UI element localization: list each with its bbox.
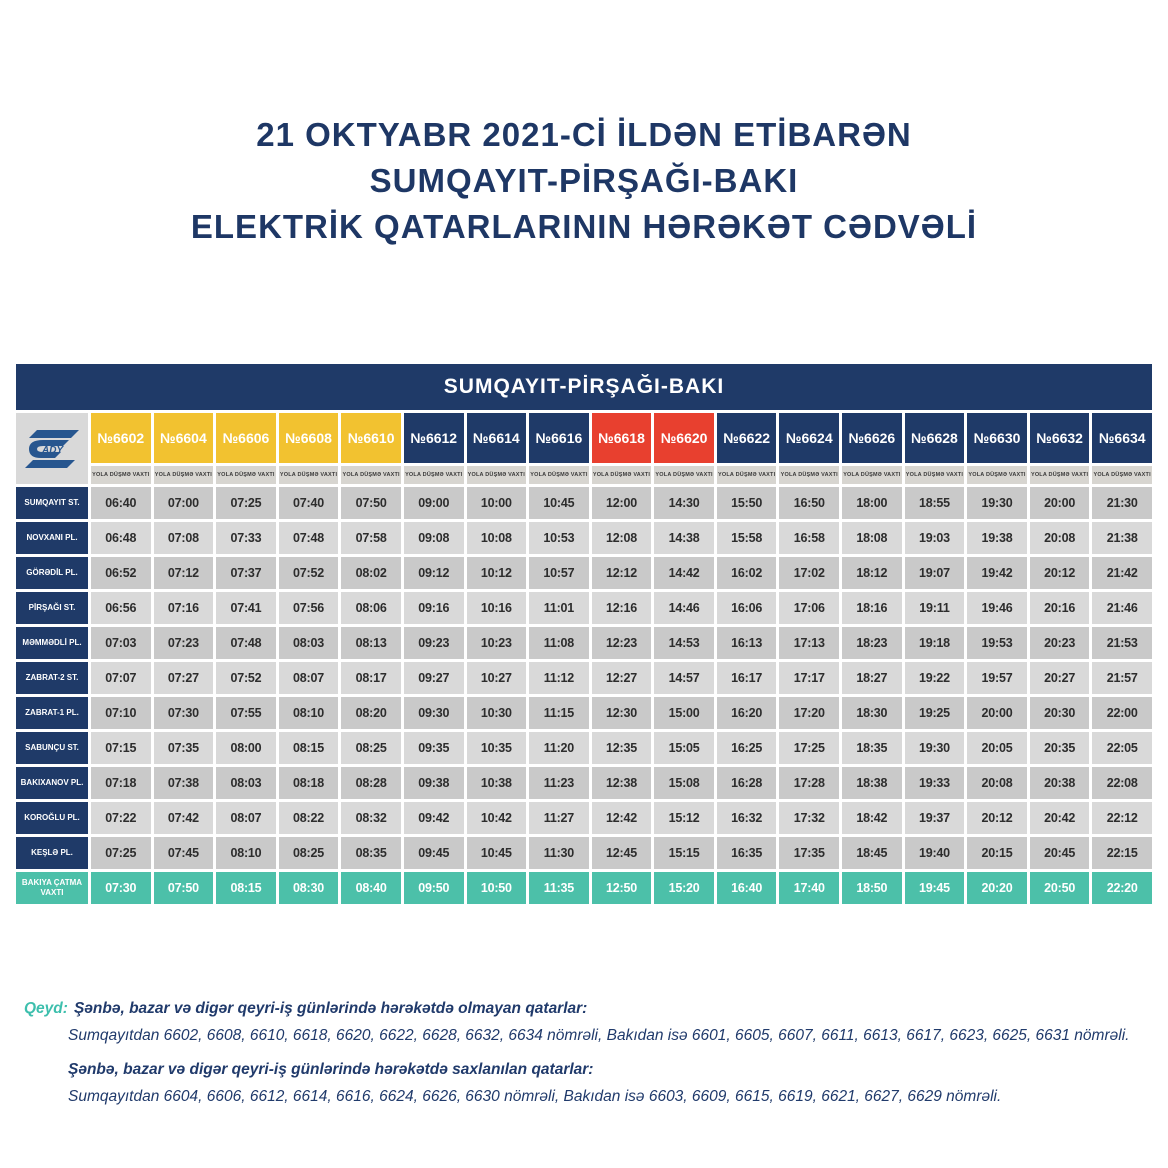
departure-time-cell: 07:42	[154, 802, 214, 834]
departure-time-cell: 10:23	[467, 627, 527, 659]
departure-time-cell: 07:52	[279, 557, 339, 589]
station-name-cell: SUMQAYIT ST.	[16, 487, 88, 519]
departure-time-cell: 14:53	[654, 627, 714, 659]
departure-time-cell: 16:25	[717, 732, 777, 764]
departure-time-cell: 20:15	[967, 837, 1027, 869]
station-name-cell: SABUNÇU ST.	[16, 732, 88, 764]
departure-time-cell: 16:17	[717, 662, 777, 694]
note-2-text: Sumqayıtdan 6604, 6606, 6612, 6614, 6616, 6624, 6626, 6630 nömrəli, Bakıdan isə 6603, 6609, 6615, 6619, 6621, 6627, 6629 nömrəli.	[68, 1088, 1002, 1105]
departure-time-cell: 09:08	[404, 522, 464, 554]
departure-time-cell: 11:20	[529, 732, 589, 764]
train-number-header-6606: №6606	[216, 413, 276, 463]
departure-time-cell: 17:32	[779, 802, 839, 834]
departure-time-cell: 08:17	[341, 662, 401, 694]
departure-time-cell: 07:58	[341, 522, 401, 554]
svg-text:ADY: ADY	[42, 444, 64, 456]
arrival-time-cell: 22:20	[1092, 872, 1152, 904]
arrival-time-cell: 19:45	[905, 872, 965, 904]
train-number-header-6618: №6618	[592, 413, 652, 463]
departure-time-cell: 10:08	[467, 522, 527, 554]
departure-time-cell: 07:41	[216, 592, 276, 624]
departure-time-cell: 18:12	[842, 557, 902, 589]
departure-time-cell: 11:23	[529, 767, 589, 799]
arrival-time-cell: 20:50	[1030, 872, 1090, 904]
departure-time-cell: 09:35	[404, 732, 464, 764]
departure-time-cell: 12:00	[592, 487, 652, 519]
departure-time-cell: 09:45	[404, 837, 464, 869]
departure-time-label: YOLA DÜŞMƏ VAXTI	[1030, 466, 1090, 484]
departure-time-cell: 19:33	[905, 767, 965, 799]
departure-time-cell: 10:53	[529, 522, 589, 554]
departure-time-cell: 08:20	[341, 697, 401, 729]
departure-time-cell: 08:03	[279, 627, 339, 659]
departure-time-cell: 07:10	[91, 697, 151, 729]
departure-time-cell: 21:57	[1092, 662, 1152, 694]
departure-time-cell: 12:35	[592, 732, 652, 764]
train-number-header-6616: №6616	[529, 413, 589, 463]
departure-time-cell: 18:30	[842, 697, 902, 729]
departure-time-cell: 17:28	[779, 767, 839, 799]
departure-time-cell: 06:48	[91, 522, 151, 554]
departure-time-cell: 12:42	[592, 802, 652, 834]
departure-time-cell: 10:35	[467, 732, 527, 764]
departure-time-cell: 08:22	[279, 802, 339, 834]
departure-time-cell: 07:45	[154, 837, 214, 869]
departure-time-cell: 10:12	[467, 557, 527, 589]
station-name-cell: NOVXANI PL.	[16, 522, 88, 554]
departure-time-cell: 07:12	[154, 557, 214, 589]
departure-time-cell: 11:15	[529, 697, 589, 729]
departure-time-cell: 18:42	[842, 802, 902, 834]
departure-time-cell: 19:25	[905, 697, 965, 729]
departure-time-cell: 07:33	[216, 522, 276, 554]
title-line-3: ELEKTRİK QATARLARININ HƏRƏKƏT CƏDVƏLİ	[190, 208, 978, 246]
departure-time-cell: 15:15	[654, 837, 714, 869]
departure-time-cell: 07:50	[341, 487, 401, 519]
departure-time-cell: 14:57	[654, 662, 714, 694]
departure-time-cell: 17:25	[779, 732, 839, 764]
railway-logo	[16, 413, 88, 484]
departure-time-cell: 19:30	[967, 487, 1027, 519]
departure-time-cell: 08:35	[341, 837, 401, 869]
arrival-time-cell: 07:50	[154, 872, 214, 904]
ady-railway-logo-icon	[23, 426, 81, 472]
arrival-time-cell: 10:50	[467, 872, 527, 904]
departure-time-label: YOLA DÜŞMƏ VAXTI	[279, 466, 339, 484]
arrival-time-cell: 08:40	[341, 872, 401, 904]
departure-time-cell: 22:08	[1092, 767, 1152, 799]
departure-time-cell: 11:12	[529, 662, 589, 694]
train-number-header-6630: №6630	[967, 413, 1027, 463]
train-number-header-6604: №6604	[154, 413, 214, 463]
departure-time-cell: 09:23	[404, 627, 464, 659]
departure-time-cell: 08:03	[216, 767, 276, 799]
departure-time-cell: 07:25	[216, 487, 276, 519]
departure-time-cell: 07:25	[91, 837, 151, 869]
departure-time-cell: 15:00	[654, 697, 714, 729]
departure-time-cell: 21:46	[1092, 592, 1152, 624]
arrival-time-cell: 12:50	[592, 872, 652, 904]
departure-time-cell: 08:13	[341, 627, 401, 659]
departure-time-cell: 10:45	[467, 837, 527, 869]
departure-time-cell: 08:07	[216, 802, 276, 834]
departure-time-cell: 16:06	[717, 592, 777, 624]
departure-time-cell: 06:40	[91, 487, 151, 519]
departure-time-cell: 12:08	[592, 522, 652, 554]
departure-time-cell: 11:08	[529, 627, 589, 659]
station-name-cell: PİRŞAĞI ST.	[16, 592, 88, 624]
station-name-cell: GÖRƏDİL PL.	[16, 557, 88, 589]
departure-time-cell: 18:16	[842, 592, 902, 624]
departure-time-label: YOLA DÜŞMƏ VAXTI	[592, 466, 652, 484]
departure-time-cell: 07:03	[91, 627, 151, 659]
departure-time-cell: 07:30	[154, 697, 214, 729]
departure-time-cell: 08:10	[279, 697, 339, 729]
departure-time-cell: 19:42	[967, 557, 1027, 589]
footnotes	[24, 1000, 1144, 1106]
note-1-text: Sumqayıtdan 6602, 6608, 6610, 6618, 6620, 6622, 6628, 6632, 6634 nömrəli, Bakıdan isə 6601, 6605, 6607, 6611, 6613, 6617, 6623, 6625, 6631 nömrəli.	[68, 1027, 1130, 1044]
departure-time-cell: 15:08	[654, 767, 714, 799]
departure-time-label: YOLA DÜŞMƏ VAXTI	[341, 466, 401, 484]
departure-time-cell: 20:08	[1030, 522, 1090, 554]
departure-time-cell: 09:00	[404, 487, 464, 519]
departure-time-cell: 20:35	[1030, 732, 1090, 764]
departure-time-cell: 10:57	[529, 557, 589, 589]
train-number-header-6610: №6610	[341, 413, 401, 463]
departure-time-cell: 15:05	[654, 732, 714, 764]
departure-time-cell: 20:23	[1030, 627, 1090, 659]
departure-time-cell: 19:11	[905, 592, 965, 624]
arrival-time-cell: 17:40	[779, 872, 839, 904]
departure-time-cell: 12:27	[592, 662, 652, 694]
departure-time-cell: 16:35	[717, 837, 777, 869]
departure-time-cell: 22:15	[1092, 837, 1152, 869]
station-name-cell: ZABRAT-2 ST.	[16, 662, 88, 694]
departure-time-cell: 20:12	[967, 802, 1027, 834]
departure-time-cell: 10:38	[467, 767, 527, 799]
departure-time-cell: 18:55	[905, 487, 965, 519]
departure-time-cell: 18:38	[842, 767, 902, 799]
route-banner: SUMQAYIT-PİRŞAĞI-BAKI	[16, 364, 1152, 410]
train-number-header-6622: №6622	[717, 413, 777, 463]
departure-time-cell: 21:38	[1092, 522, 1152, 554]
departure-time-cell: 20:27	[1030, 662, 1090, 694]
train-number-header-6608: №6608	[279, 413, 339, 463]
station-name-cell: ZABRAT-1 PL.	[16, 697, 88, 729]
departure-time-cell: 16:28	[717, 767, 777, 799]
departure-time-cell: 21:42	[1092, 557, 1152, 589]
departure-time-cell: 19:53	[967, 627, 1027, 659]
departure-time-cell: 07:56	[279, 592, 339, 624]
departure-time-cell: 07:22	[91, 802, 151, 834]
departure-time-label: YOLA DÜŞMƏ VAXTI	[216, 466, 276, 484]
departure-time-cell: 16:20	[717, 697, 777, 729]
arrival-time-cell: 15:20	[654, 872, 714, 904]
departure-time-cell: 08:28	[341, 767, 401, 799]
train-number-header-6624: №6624	[779, 413, 839, 463]
departure-time-cell: 19:18	[905, 627, 965, 659]
departure-time-cell: 12:45	[592, 837, 652, 869]
departure-time-cell: 19:37	[905, 802, 965, 834]
departure-time-cell: 12:12	[592, 557, 652, 589]
timetable	[16, 364, 1152, 904]
train-number-header-6634: №6634	[1092, 413, 1152, 463]
departure-time-cell: 19:30	[905, 732, 965, 764]
departure-time-cell: 08:06	[341, 592, 401, 624]
departure-time-cell: 20:08	[967, 767, 1027, 799]
departure-time-label: YOLA DÜŞMƏ VAXTI	[467, 466, 527, 484]
departure-time-cell: 09:38	[404, 767, 464, 799]
departure-time-cell: 19:46	[967, 592, 1027, 624]
arrival-time-cell: 16:40	[717, 872, 777, 904]
departure-time-cell: 20:38	[1030, 767, 1090, 799]
departure-time-cell: 16:58	[779, 522, 839, 554]
departure-time-label: YOLA DÜŞMƏ VAXTI	[91, 466, 151, 484]
departure-time-label: YOLA DÜŞMƏ VAXTI	[717, 466, 777, 484]
departure-time-cell: 08:25	[341, 732, 401, 764]
station-name-cell: KEŞLƏ PL.	[16, 837, 88, 869]
departure-time-cell: 17:20	[779, 697, 839, 729]
departure-time-cell: 18:08	[842, 522, 902, 554]
departure-time-cell: 20:05	[967, 732, 1027, 764]
departure-time-cell: 22:12	[1092, 802, 1152, 834]
train-number-header-6620: №6620	[654, 413, 714, 463]
departure-time-cell: 08:18	[279, 767, 339, 799]
departure-time-cell: 07:48	[279, 522, 339, 554]
departure-time-cell: 18:00	[842, 487, 902, 519]
departure-time-cell: 10:45	[529, 487, 589, 519]
departure-time-cell: 20:30	[1030, 697, 1090, 729]
note-label: Qeyd:	[24, 1000, 68, 1017]
station-name-cell: MƏMMƏDLİ PL.	[16, 627, 88, 659]
departure-time-cell: 17:02	[779, 557, 839, 589]
train-number-header-6628: №6628	[905, 413, 965, 463]
departure-time-cell: 16:13	[717, 627, 777, 659]
departure-time-cell: 15:12	[654, 802, 714, 834]
departure-time-cell: 19:40	[905, 837, 965, 869]
departure-time-cell: 18:45	[842, 837, 902, 869]
departure-time-cell: 18:35	[842, 732, 902, 764]
train-number-header-6602: №6602	[91, 413, 151, 463]
departure-time-cell: 20:00	[967, 697, 1027, 729]
departure-time-cell: 07:27	[154, 662, 214, 694]
departure-time-cell: 19:07	[905, 557, 965, 589]
departure-time-label: YOLA DÜŞMƏ VAXTI	[529, 466, 589, 484]
departure-time-label: YOLA DÜŞMƏ VAXTI	[905, 466, 965, 484]
departure-time-cell: 17:13	[779, 627, 839, 659]
departure-time-cell: 14:42	[654, 557, 714, 589]
departure-time-cell: 20:00	[1030, 487, 1090, 519]
page-title	[0, 112, 1168, 251]
departure-time-cell: 10:16	[467, 592, 527, 624]
departure-time-cell: 19:57	[967, 662, 1027, 694]
station-name-cell: KOROĞLU PL.	[16, 802, 88, 834]
departure-time-cell: 17:35	[779, 837, 839, 869]
departure-time-label: YOLA DÜŞMƏ VAXTI	[404, 466, 464, 484]
departure-time-cell: 09:16	[404, 592, 464, 624]
departure-time-cell: 08:32	[341, 802, 401, 834]
departure-time-cell: 06:56	[91, 592, 151, 624]
title-line-1: 21 OKTYABR 2021-Cİ İLDƏN ETİBARƏN	[256, 116, 912, 153]
train-number-header-6614: №6614	[467, 413, 527, 463]
departure-time-cell: 16:50	[779, 487, 839, 519]
departure-time-cell: 11:01	[529, 592, 589, 624]
departure-time-cell: 07:52	[216, 662, 276, 694]
departure-time-cell: 10:42	[467, 802, 527, 834]
departure-time-cell: 17:06	[779, 592, 839, 624]
timetable-grid	[16, 413, 1152, 904]
departure-time-cell: 17:17	[779, 662, 839, 694]
departure-time-cell: 08:10	[216, 837, 276, 869]
departure-time-cell: 07:55	[216, 697, 276, 729]
departure-time-cell: 12:23	[592, 627, 652, 659]
departure-time-cell: 12:38	[592, 767, 652, 799]
note-1-heading	[24, 1000, 1144, 1018]
departure-time-cell: 07:18	[91, 767, 151, 799]
arrival-time-cell: 11:35	[529, 872, 589, 904]
departure-time-cell: 18:27	[842, 662, 902, 694]
departure-time-cell: 10:27	[467, 662, 527, 694]
station-name-cell: BAKIYA ÇATMA VAXTI	[16, 872, 88, 904]
departure-time-cell: 07:00	[154, 487, 214, 519]
train-number-header-6612: №6612	[404, 413, 464, 463]
departure-time-cell: 20:45	[1030, 837, 1090, 869]
departure-time-cell: 09:12	[404, 557, 464, 589]
departure-time-cell: 19:03	[905, 522, 965, 554]
note-2-title: Şənbə, bazar və digər qeyri-iş günlərində hərəkətdə saxlanılan qatarlar:	[68, 1061, 594, 1078]
departure-time-cell: 08:25	[279, 837, 339, 869]
departure-time-cell: 07:16	[154, 592, 214, 624]
departure-time-label: YOLA DÜŞMƏ VAXTI	[842, 466, 902, 484]
departure-time-cell: 16:02	[717, 557, 777, 589]
departure-time-cell: 15:58	[717, 522, 777, 554]
departure-time-cell: 10:30	[467, 697, 527, 729]
departure-time-cell: 21:30	[1092, 487, 1152, 519]
arrival-time-cell: 08:30	[279, 872, 339, 904]
departure-time-cell: 09:42	[404, 802, 464, 834]
departure-time-cell: 12:30	[592, 697, 652, 729]
arrival-time-cell: 07:30	[91, 872, 151, 904]
departure-time-label: YOLA DÜŞMƏ VAXTI	[967, 466, 1027, 484]
departure-time-cell: 07:23	[154, 627, 214, 659]
departure-time-cell: 07:37	[216, 557, 276, 589]
departure-time-cell: 18:23	[842, 627, 902, 659]
arrival-time-cell: 18:50	[842, 872, 902, 904]
departure-time-label: YOLA DÜŞMƏ VAXTI	[654, 466, 714, 484]
train-number-header-6626: №6626	[842, 413, 902, 463]
departure-time-label: YOLA DÜŞMƏ VAXTI	[779, 466, 839, 484]
departure-time-cell: 21:53	[1092, 627, 1152, 659]
departure-time-cell: 19:22	[905, 662, 965, 694]
departure-time-cell: 20:12	[1030, 557, 1090, 589]
departure-time-cell: 11:30	[529, 837, 589, 869]
departure-time-cell: 07:35	[154, 732, 214, 764]
departure-time-cell: 06:52	[91, 557, 151, 589]
departure-time-cell: 10:00	[467, 487, 527, 519]
departure-time-cell: 19:38	[967, 522, 1027, 554]
departure-time-cell: 07:40	[279, 487, 339, 519]
title-line-2: SUMQAYIT-PİRŞAĞI-BAKI	[369, 162, 799, 200]
departure-time-cell: 16:32	[717, 802, 777, 834]
departure-time-cell: 20:16	[1030, 592, 1090, 624]
departure-time-cell: 09:27	[404, 662, 464, 694]
departure-time-cell: 07:08	[154, 522, 214, 554]
departure-time-cell: 20:42	[1030, 802, 1090, 834]
departure-time-cell: 14:30	[654, 487, 714, 519]
arrival-time-cell: 09:50	[404, 872, 464, 904]
departure-time-cell: 08:07	[279, 662, 339, 694]
departure-time-label: YOLA DÜŞMƏ VAXTI	[1092, 466, 1152, 484]
departure-time-cell: 08:15	[279, 732, 339, 764]
departure-time-cell: 14:38	[654, 522, 714, 554]
departure-time-cell: 11:27	[529, 802, 589, 834]
departure-time-cell: 07:15	[91, 732, 151, 764]
arrival-time-cell: 20:20	[967, 872, 1027, 904]
departure-time-cell: 08:02	[341, 557, 401, 589]
departure-time-cell: 22:00	[1092, 697, 1152, 729]
departure-time-cell: 14:46	[654, 592, 714, 624]
departure-time-cell: 07:38	[154, 767, 214, 799]
departure-time-cell: 12:16	[592, 592, 652, 624]
departure-time-cell: 07:07	[91, 662, 151, 694]
arrival-time-cell: 08:15	[216, 872, 276, 904]
departure-time-label: YOLA DÜŞMƏ VAXTI	[154, 466, 214, 484]
departure-time-cell: 09:30	[404, 697, 464, 729]
note-1-title: Şənbə, bazar və digər qeyri-iş günlərində hərəkətdə olmayan qatarlar:	[73, 1000, 588, 1017]
departure-time-cell: 15:50	[717, 487, 777, 519]
train-number-header-6632: №6632	[1030, 413, 1090, 463]
station-name-cell: BAKIXANOV PL.	[16, 767, 88, 799]
departure-time-cell: 22:05	[1092, 732, 1152, 764]
departure-time-cell: 07:48	[216, 627, 276, 659]
departure-time-cell: 08:00	[216, 732, 276, 764]
